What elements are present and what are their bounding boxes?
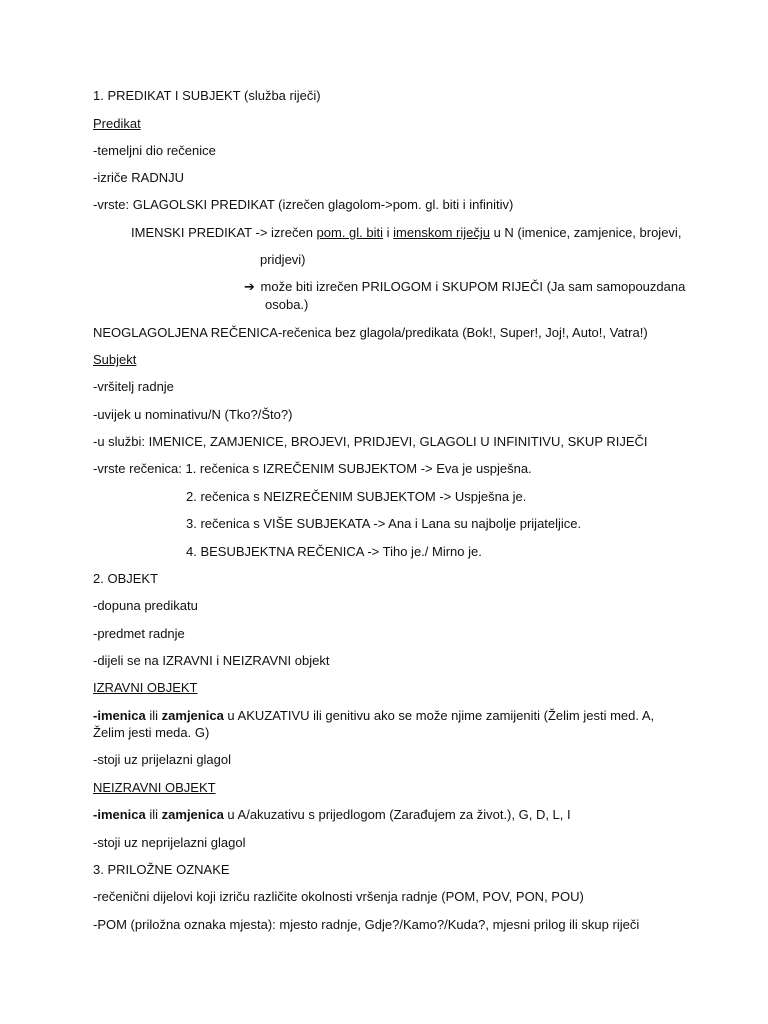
- underlined-term: imenskom riječju: [393, 225, 490, 240]
- subheading-izravni-objekt-text: IZRAVNI OBJEKT: [93, 680, 198, 695]
- bold-term: imenica: [97, 807, 146, 822]
- text-line: -uvijek u nominativu/N (Tko?/Što?): [93, 407, 293, 422]
- text-line: 4. BESUBJEKTNA REČENICA -> Tiho je./ Mirno je.: [186, 544, 482, 559]
- text-span: u AKUZATIVU ili genitivu ako se može njime zamijeniti (Želim jesti med. A,: [223, 708, 655, 723]
- text-line: NEOGLAGOLJENA REČENICA-rečenica bez glagola/predikata (Bok!, Super!, Joj!, Auto!, Vatra!): [93, 325, 648, 340]
- imenski-predikat-line: [131, 224, 681, 241]
- text-line: -vrste: GLAGOLSKI PREDIKAT (izrečen glagolom->pom. gl. biti i infinitiv): [93, 197, 514, 212]
- text-span: ili: [145, 708, 162, 723]
- text-span: u A/akuzativu s prijedlogom (Zarađujem za život.), G, D, L, I: [223, 807, 571, 822]
- text-line: -dijeli se na IZRAVNI i NEIZRAVNI objekt: [93, 653, 330, 668]
- text-line: -dopuna predikatu: [93, 598, 198, 613]
- bold-term: imenica: [97, 708, 146, 723]
- underlined-term: pom. gl. biti: [316, 225, 384, 240]
- text-line: -POM (priložna oznaka mjesta): mjesto radnje, Gdje?/Kamo?/Kuda?, mjesni prilog ili skup riječi: [93, 917, 640, 932]
- arrow-right-icon: ➔: [244, 279, 255, 294]
- arrow-note-line: [244, 278, 685, 295]
- subheading-predikat: [93, 115, 141, 132]
- text-line: -vršitelj radnje: [93, 379, 174, 394]
- text-line: -predmet radnje: [93, 626, 185, 641]
- subheading-subjekt-text: Subjekt: [93, 352, 137, 367]
- subheading-neizravni-objekt: [93, 779, 216, 796]
- neizravni-objekt-definition: [93, 806, 571, 823]
- bold-term: zamjenica: [161, 807, 224, 822]
- text-line: 3. rečenica s VIŠE SUBJEKATA -> Ana i Lana su najbolje prijateljice.: [186, 516, 582, 531]
- text-line: pridjevi): [260, 252, 306, 267]
- text-line: -stoji uz prijelazni glagol: [93, 752, 232, 767]
- text-span: u N (imenice, zamjenice, brojevi,: [489, 225, 682, 240]
- subheading-subjekt: [93, 351, 136, 368]
- text-line: osoba.): [265, 297, 309, 312]
- text-line: -u službi: IMENICE, ZAMJENICE, BROJEVI, PRIDJEVI, GLAGOLI U INFINITIVU, SKUP RIJEČI: [93, 434, 648, 449]
- heading-prilozne-oznake: 3. PRILOŽNE OZNAKE: [93, 862, 230, 877]
- text-line: -temeljni dio rečenice: [93, 143, 216, 158]
- heading-predikat-subjekt: 1. PREDIKAT I SUBJEKT (služba riječi): [93, 88, 321, 103]
- text-line: -rečenični dijelovi koji izriču različite okolnosti vršenja radnje (POM, POV, PON, POU): [93, 889, 584, 904]
- izravni-objekt-definition: [93, 707, 654, 724]
- text-span: i: [383, 225, 394, 240]
- subheading-izravni-objekt: [93, 679, 198, 696]
- bold-term: zamjenica: [161, 708, 224, 723]
- subheading-predikat-text: Predikat: [93, 116, 141, 131]
- text-span: može biti izrečen PRILOGOM i SKUPOM RIJEČI (Ja sam samopouzdana: [260, 279, 686, 294]
- heading-objekt: 2. OBJEKT: [93, 571, 159, 586]
- text-span: ili: [145, 807, 162, 822]
- text-line: -stoji uz neprijelazni glagol: [93, 835, 246, 850]
- text-line: Želim jesti meda. G): [93, 725, 210, 740]
- text-span: IMENSKI PREDIKAT -> izrečen: [131, 225, 317, 240]
- bold-span: -: [93, 807, 98, 822]
- text-line: 2. rečenica s NEIZREČENIM SUBJEKTOM -> Uspješna je.: [186, 489, 527, 504]
- bold-span: -: [93, 708, 98, 723]
- subheading-neizravni-objekt-text: NEIZRAVNI OBJEKT: [93, 780, 216, 795]
- text-line: -vrste rečenica: 1. rečenica s IZREČENIM SUBJEKTOM -> Eva je uspješna.: [93, 461, 532, 476]
- text-line: -izriče RADNJU: [93, 170, 184, 185]
